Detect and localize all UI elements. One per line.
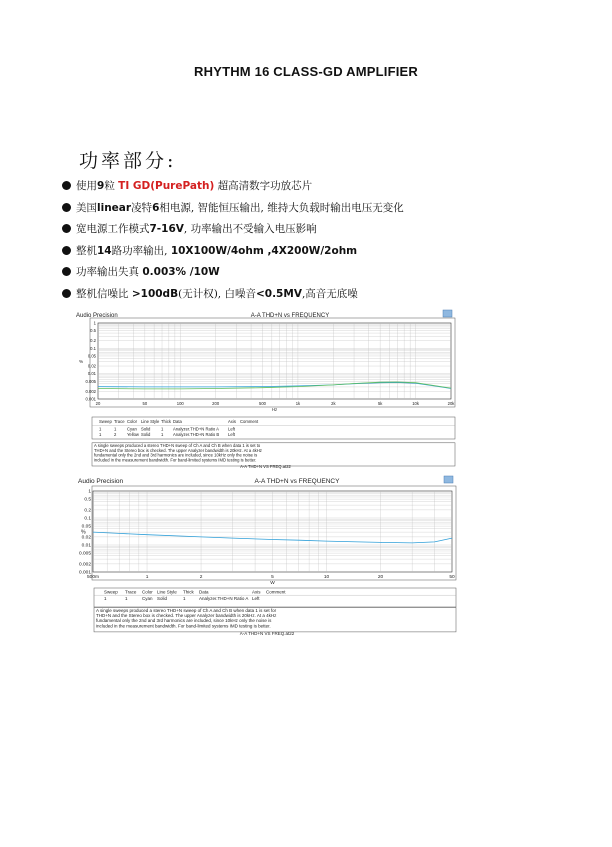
feature-item (62, 178, 404, 200)
legend-cell: Analyzer.THD+N Ratio A (173, 426, 219, 432)
y-tick-label: 0.1 (84, 516, 91, 522)
feature-text: 9 (97, 180, 105, 192)
x-tick-label: 500 (258, 401, 266, 406)
y-tick-label: 0.05 (81, 524, 91, 530)
note-line: A single sweeps produced a stereo THD+N sweep of Ch A and Ch B when data 1 is set for (96, 608, 277, 613)
feature-list (62, 178, 404, 307)
legend-cell: Cyan (127, 426, 137, 432)
feature-text: 0.003% /10W (142, 266, 220, 278)
legend-cell: 1 (161, 426, 164, 432)
feature-text: 10X100W/4ohm ,4X200W/2ohm (170, 244, 358, 257)
y-tick-label: 0.01 (81, 543, 91, 549)
y-tick-label: 0.02 (81, 535, 91, 541)
section-heading: 功率部分: (79, 150, 177, 172)
graph-footer: A-A THD+N VS FREQ.at22 (240, 464, 291, 469)
feature-text: 6 (152, 201, 160, 214)
x-axis-label: Hz (271, 407, 278, 412)
bullet-dot-icon (62, 246, 71, 255)
note-line: fundamental only the 2nd and 3rd harmonics are included, since 10kHz only the noise is (94, 452, 258, 458)
legend-column-header: Axis (228, 419, 236, 425)
feature-item (62, 264, 404, 286)
legend-column-header: Data (173, 419, 182, 425)
legend-column-header: Thick (161, 419, 172, 425)
legend-table (92, 417, 455, 439)
series-line (98, 382, 451, 389)
feature-text: 整机信噪比 (76, 287, 132, 300)
feature-text: 超高清数字功放芯片 (214, 180, 313, 192)
feature-text: TI GD(PurePath) (118, 180, 215, 192)
ap-logo-icon (443, 310, 452, 317)
legend-column-header: Color (142, 589, 153, 595)
feature-text: 功率输出失真 (76, 266, 143, 278)
feature-text: <0.5MV (255, 287, 302, 300)
feature-text: 粒 (104, 180, 119, 192)
y-tick-label: 0.005 (78, 551, 91, 557)
feature-text: ,高音无底噪 (301, 287, 358, 300)
y-tick-label: 0.1 (90, 345, 96, 351)
legend-column-header: Comment (240, 419, 259, 425)
x-tick-label: 500m (87, 575, 99, 580)
feature-text: 相电源, 智能恒压输出, 维持大负载时输出电压无变化 (159, 201, 404, 214)
note-line: THD+N and the Stereo box is checked. The upper Analyzer bandwidth is 20kHz. At a 4kHz (94, 447, 262, 453)
y-axis-label: % (79, 359, 84, 364)
legend-column-header: Axis (252, 589, 261, 595)
y-axis-label: % (81, 529, 86, 536)
feature-text: linear (97, 201, 132, 214)
bullet-dot-icon (62, 181, 71, 190)
plot-area (93, 491, 452, 572)
x-tick-label: 20 (95, 401, 101, 406)
y-tick-label: 0.01 (87, 371, 96, 377)
series-line (93, 532, 452, 543)
y-tick-label: 0.001 (85, 396, 96, 402)
y-tick-label: 0.005 (85, 378, 96, 384)
feature-text: (无计权), 白噪音 (178, 287, 256, 300)
bullet-dot-icon (62, 289, 71, 298)
y-tick-label: 0.001 (78, 570, 91, 576)
document-title: RHYTHM 16 CLASS-GD AMPLIFIER (194, 64, 418, 79)
legend-cell: 1 (104, 595, 107, 601)
x-tick-label: 20k (447, 401, 455, 406)
note-line: included in the measurement bandwidth. For band-limited systems IMD testing is better. (94, 457, 257, 463)
legend-column-header: Data (199, 589, 209, 595)
feature-text: 整机 (76, 244, 97, 257)
x-tick-label: 5 (271, 575, 274, 580)
feature-item (62, 221, 404, 243)
x-tick-label: 50 (142, 401, 148, 406)
note-line: fundamental only the 2nd and 3rd harmonics are included, since 10kHz only the noise is (96, 618, 272, 624)
feature-item (62, 243, 404, 265)
y-tick-label: 0.02 (87, 363, 96, 369)
x-tick-label: 200 (212, 401, 220, 406)
legend-cell: Left (252, 595, 260, 601)
legend-cell: 2 (114, 431, 117, 437)
ap-logo-icon (444, 476, 453, 483)
legend-column-header: Color (127, 419, 138, 425)
graph-frame (87, 318, 455, 407)
legend-cell: 1 (183, 595, 186, 601)
legend-table (94, 588, 456, 607)
bullet-dot-icon (62, 203, 71, 212)
legend-cell: Analyzer.THD+N Ratio B (173, 431, 220, 437)
feature-item (62, 200, 404, 222)
x-tick-label: 100 (176, 401, 184, 406)
plot-area (98, 323, 451, 399)
legend-cell: Analyzer.THD+N Ratio A (199, 595, 249, 601)
note-line: A single sweeps produced a stereo THD+N sweep of Ch A and Ch B when data 1 is set to (94, 443, 261, 448)
y-tick-label: 0.05 (87, 353, 96, 359)
y-tick-label: 1 (93, 320, 96, 326)
y-tick-label: 0.2 (84, 508, 91, 514)
x-tick-label: 1k (295, 401, 301, 406)
legend-column-header: Sweep (99, 419, 112, 425)
y-tick-label: 0.2 (90, 338, 96, 344)
legend-column-header: Thick (183, 589, 194, 595)
legend-cell: Solid (157, 595, 168, 601)
legend-cell: 1 (125, 595, 128, 601)
x-tick-label: 5k (377, 401, 383, 406)
y-tick-label: 0.002 (78, 562, 91, 568)
feature-text: 美国 (76, 201, 97, 214)
legend-cell: Left (228, 426, 235, 432)
feature-text: >100dB (131, 287, 179, 300)
x-tick-label: 20 (377, 575, 384, 580)
feature-text: 7-16V (149, 223, 184, 235)
bullet-dot-icon (62, 224, 71, 233)
notes-box (94, 608, 456, 632)
legend-column-header: Trace (114, 419, 125, 425)
legend-column-header: Comment (266, 589, 286, 595)
x-tick-label: 1 (145, 575, 149, 580)
legend-cell: Cyan (142, 595, 153, 601)
graph-brand: Audio Precision (76, 313, 118, 319)
y-tick-label: 0.002 (85, 388, 96, 394)
graph-brand: Audio Precision (78, 478, 124, 485)
legend-column-header: Line Style (157, 589, 177, 595)
feature-text: 使用 (76, 180, 97, 192)
note-line: THD+N and the Stereo box is checked. The upper Analyzer bandwidth is 20kHz. At a 4kHz (96, 613, 277, 619)
feature-text: 凌特 (131, 201, 153, 214)
feature-item (62, 286, 404, 308)
note-line: included in the measurement bandwidth. For band-limited systems IMD testing is better. (96, 623, 271, 629)
feature-text: , 功率输出不受输入电压影响 (183, 223, 317, 235)
x-tick-label: 10 (323, 575, 330, 580)
legend-cell: 1 (99, 426, 102, 432)
legend-cell: 1 (99, 431, 102, 437)
feature-text: 14 (97, 244, 112, 257)
y-tick-label: 0.5 (90, 328, 96, 334)
notes-box (92, 443, 455, 466)
legend-cell: Solid (141, 426, 151, 432)
legend-cell: Left (228, 431, 235, 437)
legend-column-header: Line Style (141, 419, 160, 425)
x-tick-label: 2 (199, 575, 203, 580)
graph-footer: A-A THD+N VS FREQ.at22 (239, 631, 295, 636)
bullet-dot-icon (62, 267, 71, 276)
y-tick-label: 0.5 (84, 497, 91, 503)
x-axis-label: W (270, 581, 275, 586)
legend-cell: 1 (161, 431, 164, 437)
legend-cell: 1 (114, 426, 117, 432)
x-tick-label: 2k (331, 401, 336, 406)
feature-text: 路功率输出, (111, 244, 171, 257)
feature-text: 宽电源工作模式 (76, 223, 150, 235)
y-tick-label: 1 (88, 489, 91, 495)
legend-cell: Yellow (127, 431, 139, 437)
legend-cell: Solid (141, 431, 151, 437)
legend-column-header: Trace (125, 589, 137, 595)
x-tick-label: 50 (449, 575, 455, 580)
graph-title: A-A THD+N vs FREQUENCY (254, 478, 340, 485)
legend-column-header: Sweep (104, 589, 118, 595)
graph-frame (92, 486, 456, 580)
series-line (98, 383, 451, 389)
x-tick-label: 10k (412, 401, 419, 406)
graph-title: A-A THD+N vs FREQUENCY (250, 313, 330, 319)
